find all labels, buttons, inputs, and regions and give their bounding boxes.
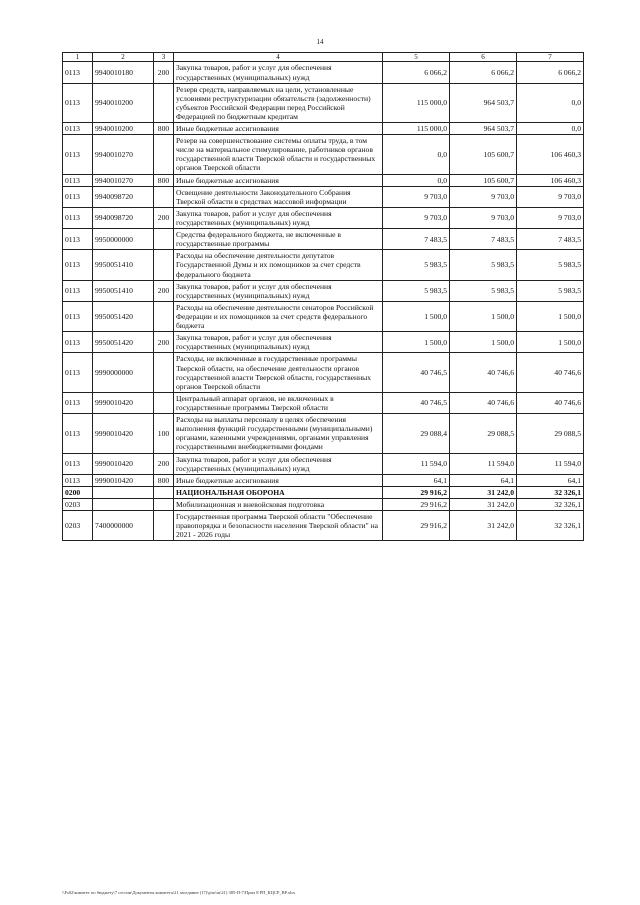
expense-type-cell: 200 bbox=[154, 453, 174, 474]
description-cell: Резерв на совершенствование системы оплаты труда, в том числе на материальное стимулирование, работников органов государственной власти Тверской области и государственных органов Тверской области bbox=[174, 135, 383, 174]
target-code-cell: 9990010420 bbox=[93, 474, 154, 486]
value-year-3-cell: 9 703,0 bbox=[517, 186, 584, 207]
description-cell: Иные бюджетные ассигнования bbox=[174, 123, 383, 135]
target-code-cell: 9950051420 bbox=[93, 332, 154, 353]
target-code-cell: 9940010200 bbox=[93, 83, 154, 122]
expense-type-cell bbox=[154, 392, 174, 413]
header-row bbox=[63, 53, 584, 62]
value-year-2-cell: 9 703,0 bbox=[450, 207, 517, 228]
value-year-1-cell: 29 916,2 bbox=[383, 498, 450, 510]
value-year-2-cell: 5 983,5 bbox=[450, 250, 517, 280]
value-year-3-cell: 32 326,1 bbox=[517, 486, 584, 498]
expense-type-cell bbox=[154, 186, 174, 207]
value-year-3-cell: 106 460,3 bbox=[517, 174, 584, 186]
value-year-2-cell: 1 500,0 bbox=[450, 301, 517, 331]
expense-type-cell: 800 bbox=[154, 474, 174, 486]
value-year-2-cell: 105 600,7 bbox=[450, 135, 517, 174]
section-code-cell: 0113 bbox=[63, 186, 93, 207]
table-row bbox=[63, 174, 584, 186]
table-row bbox=[63, 250, 584, 280]
value-year-2-cell: 29 088,5 bbox=[450, 414, 517, 453]
page-number: 14 bbox=[316, 38, 324, 46]
description-cell: Закупка товаров, работ и услуг для обеспечения государственных (муниципальных) нужд bbox=[174, 332, 383, 353]
value-year-1-cell: 29 916,2 bbox=[383, 486, 450, 498]
target-code-cell: 9950051410 bbox=[93, 250, 154, 280]
budget-table bbox=[62, 52, 584, 541]
description-cell: Расходы на обеспечение деятельности сенаторов Российской Федерации и их помощников за счет средств федерального бюджета bbox=[174, 301, 383, 331]
value-year-3-cell: 32 326,1 bbox=[517, 511, 584, 541]
expense-type-cell: 200 bbox=[154, 332, 174, 353]
expense-type-cell bbox=[154, 511, 174, 541]
table-row bbox=[63, 511, 584, 541]
column-header-2: 2 bbox=[93, 53, 154, 62]
value-year-1-cell: 0,0 bbox=[383, 174, 450, 186]
value-year-2-cell: 7 483,5 bbox=[450, 229, 517, 250]
section-code-cell: 0113 bbox=[63, 453, 93, 474]
value-year-1-cell: 29 916,2 bbox=[383, 511, 450, 541]
section-code-cell: 0113 bbox=[63, 250, 93, 280]
value-year-3-cell: 6 066,2 bbox=[517, 62, 584, 83]
description-cell: Закупка товаров, работ и услуг для обеспечения государственных (муниципальных) нужд bbox=[174, 62, 383, 83]
value-year-1-cell: 64,1 bbox=[383, 474, 450, 486]
table-row bbox=[63, 280, 584, 301]
column-header-5: 5 bbox=[383, 53, 450, 62]
target-code-cell: 9950051420 bbox=[93, 301, 154, 331]
value-year-3-cell: 11 594,0 bbox=[517, 453, 584, 474]
value-year-1-cell: 11 594,0 bbox=[383, 453, 450, 474]
section-code-cell: 0113 bbox=[63, 83, 93, 122]
table-row bbox=[63, 498, 584, 510]
table-row bbox=[63, 474, 584, 486]
column-header-4: 4 bbox=[174, 53, 383, 62]
target-code-cell: 9940098720 bbox=[93, 186, 154, 207]
value-year-2-cell: 11 594,0 bbox=[450, 453, 517, 474]
value-year-1-cell: 40 746,5 bbox=[383, 392, 450, 413]
section-code-cell: 0203 bbox=[63, 511, 93, 541]
value-year-2-cell: 31 242,0 bbox=[450, 511, 517, 541]
target-code-cell bbox=[93, 498, 154, 510]
description-cell: Мобилизационная и вневойсковая подготовка bbox=[174, 498, 383, 510]
description-cell: Средства федерального бюджета, не включенные в государственные программы bbox=[174, 229, 383, 250]
section-code-cell: 0113 bbox=[63, 414, 93, 453]
value-year-3-cell: 9 703,0 bbox=[517, 207, 584, 228]
section-code-cell: 0203 bbox=[63, 498, 93, 510]
target-code-cell: 9940010180 bbox=[93, 62, 154, 83]
table-row bbox=[63, 486, 584, 498]
expense-type-cell bbox=[154, 486, 174, 498]
value-year-2-cell: 964 503,7 bbox=[450, 123, 517, 135]
value-year-2-cell: 31 242,0 bbox=[450, 486, 517, 498]
table-row bbox=[63, 414, 584, 453]
table-body bbox=[63, 62, 584, 541]
target-code-cell: 9990010420 bbox=[93, 414, 154, 453]
section-code-cell: 0113 bbox=[63, 332, 93, 353]
expense-type-cell: 200 bbox=[154, 280, 174, 301]
value-year-1-cell: 9 703,0 bbox=[383, 186, 450, 207]
value-year-3-cell: 1 500,0 bbox=[517, 332, 584, 353]
value-year-3-cell: 0,0 bbox=[517, 83, 584, 122]
section-code-cell: 0113 bbox=[63, 174, 93, 186]
table-row bbox=[63, 453, 584, 474]
table-row bbox=[63, 83, 584, 122]
value-year-2-cell: 1 500,0 bbox=[450, 332, 517, 353]
section-code-cell: 0113 bbox=[63, 392, 93, 413]
table-row bbox=[63, 332, 584, 353]
target-code-cell bbox=[93, 486, 154, 498]
table-row bbox=[63, 229, 584, 250]
expense-type-cell bbox=[154, 135, 174, 174]
table-row bbox=[63, 301, 584, 331]
value-year-1-cell: 5 983,5 bbox=[383, 250, 450, 280]
table-row bbox=[63, 135, 584, 174]
target-code-cell: 9950000000 bbox=[93, 229, 154, 250]
section-code-cell: 0113 bbox=[63, 62, 93, 83]
value-year-3-cell: 5 983,5 bbox=[517, 280, 584, 301]
value-year-1-cell: 115 000,0 bbox=[383, 83, 450, 122]
column-header-6: 6 bbox=[450, 53, 517, 62]
value-year-1-cell: 29 088,4 bbox=[383, 414, 450, 453]
value-year-1-cell: 115 000,0 bbox=[383, 123, 450, 135]
target-code-cell: 9940010270 bbox=[93, 135, 154, 174]
value-year-1-cell: 7 483,5 bbox=[383, 229, 450, 250]
value-year-1-cell: 1 500,0 bbox=[383, 332, 450, 353]
column-header-1: 1 bbox=[63, 53, 93, 62]
value-year-2-cell: 40 746,6 bbox=[450, 392, 517, 413]
value-year-3-cell: 7 483,5 bbox=[517, 229, 584, 250]
value-year-1-cell: 5 983,5 bbox=[383, 280, 450, 301]
section-code-cell: 0113 bbox=[63, 207, 93, 228]
target-code-cell: 9940010200 bbox=[93, 123, 154, 135]
value-year-2-cell: 64,1 bbox=[450, 474, 517, 486]
value-year-3-cell: 1 500,0 bbox=[517, 301, 584, 331]
expense-type-cell bbox=[154, 250, 174, 280]
description-cell: Расходы на обеспечение деятельности депутатов Государственной Думы и их помощников за счет средств федерального бюджета bbox=[174, 250, 383, 280]
description-cell: Закупка товаров, работ и услуг для обеспечения государственных (муниципальных) нужд bbox=[174, 280, 383, 301]
section-code-cell: 0113 bbox=[63, 301, 93, 331]
value-year-1-cell: 40 746,5 bbox=[383, 353, 450, 392]
target-code-cell: 9950051410 bbox=[93, 280, 154, 301]
expense-type-cell: 100 bbox=[154, 414, 174, 453]
value-year-3-cell: 106 460,3 bbox=[517, 135, 584, 174]
value-year-2-cell: 105 600,7 bbox=[450, 174, 517, 186]
table-row bbox=[63, 123, 584, 135]
table-row bbox=[63, 207, 584, 228]
section-code-cell: 0113 bbox=[63, 353, 93, 392]
section-code-cell: 0113 bbox=[63, 474, 93, 486]
target-code-cell: 9940010270 bbox=[93, 174, 154, 186]
value-year-2-cell: 5 983,5 bbox=[450, 280, 517, 301]
column-header-3: 3 bbox=[154, 53, 174, 62]
value-year-2-cell: 6 066,2 bbox=[450, 62, 517, 83]
expense-type-cell: 200 bbox=[154, 62, 174, 83]
table-row bbox=[63, 186, 584, 207]
description-cell: Закупка товаров, работ и услуг для обеспечения государственных (муниципальных) нужд bbox=[174, 453, 383, 474]
expense-type-cell: 200 bbox=[154, 207, 174, 228]
description-cell: Резерв средств, направляемых на цели, установленные условиями реструктуризации обязательств (задолженности) субъектов Российской Федерации перед Российской Федерацией по бюджетным кредитам bbox=[174, 83, 383, 122]
section-code-cell: 0200 bbox=[63, 486, 93, 498]
description-cell: Закупка товаров, работ и услуг для обеспечения государственных (муниципальных) нужд bbox=[174, 207, 383, 228]
value-year-1-cell: 1 500,0 bbox=[383, 301, 450, 331]
target-code-cell: 9940098720 bbox=[93, 207, 154, 228]
expense-type-cell bbox=[154, 353, 174, 392]
value-year-3-cell: 40 746,6 bbox=[517, 353, 584, 392]
value-year-3-cell: 40 746,6 bbox=[517, 392, 584, 413]
value-year-2-cell: 40 746,6 bbox=[450, 353, 517, 392]
value-year-3-cell: 5 983,5 bbox=[517, 250, 584, 280]
value-year-3-cell: 64,1 bbox=[517, 474, 584, 486]
value-year-1-cell: 9 703,0 bbox=[383, 207, 450, 228]
value-year-2-cell: 9 703,0 bbox=[450, 186, 517, 207]
description-cell: Расходы, не включенные в государственные программы Тверской области, на обеспечение деятельности органов государственной власти Тверской области, государственных органов Тверской области bbox=[174, 353, 383, 392]
section-code-cell: 0113 bbox=[63, 123, 93, 135]
value-year-2-cell: 964 503,7 bbox=[450, 83, 517, 122]
description-cell: Иные бюджетные ассигнования bbox=[174, 474, 383, 486]
description-cell: НАЦИОНАЛЬНАЯ ОБОРОНА bbox=[174, 486, 383, 498]
table-row bbox=[63, 392, 584, 413]
column-header-7: 7 bbox=[517, 53, 584, 62]
value-year-3-cell: 0,0 bbox=[517, 123, 584, 135]
description-cell: Иные бюджетные ассигнования bbox=[174, 174, 383, 186]
section-code-cell: 0113 bbox=[63, 229, 93, 250]
table-row bbox=[63, 62, 584, 83]
target-code-cell: 7400000000 bbox=[93, 511, 154, 541]
table-row bbox=[63, 353, 584, 392]
file-path-footer: \\Fs02\комитет по бюджету\7 сессии\Документы комитета\21 заседание (17)\р\ш\ш\21) 385-П-7\Прил 8 РП_КЦСР_ВР.xlsx bbox=[62, 890, 296, 895]
description-cell: Государственная программа Тверской области "Обеспечение правопорядка и безопасности населения Тверской области" на 2021 - 2026 годы bbox=[174, 511, 383, 541]
expense-type-cell bbox=[154, 301, 174, 331]
expense-type-cell: 800 bbox=[154, 174, 174, 186]
value-year-1-cell: 0,0 bbox=[383, 135, 450, 174]
value-year-2-cell: 31 242,0 bbox=[450, 498, 517, 510]
target-code-cell: 9990010420 bbox=[93, 453, 154, 474]
expense-type-cell bbox=[154, 83, 174, 122]
description-cell: Освещение деятельности Законодательного Собрания Тверской области в средствах массовой информации bbox=[174, 186, 383, 207]
value-year-3-cell: 29 088,5 bbox=[517, 414, 584, 453]
value-year-3-cell: 32 326,1 bbox=[517, 498, 584, 510]
target-code-cell: 9990000000 bbox=[93, 353, 154, 392]
section-code-cell: 0113 bbox=[63, 135, 93, 174]
description-cell: Центральный аппарат органов, не включенных в государственные программы Тверской области bbox=[174, 392, 383, 413]
expense-type-cell bbox=[154, 498, 174, 510]
value-year-1-cell: 6 066,2 bbox=[383, 62, 450, 83]
description-cell: Расходы на выплаты персоналу в целях обеспечения выполнения функций государственными (муниципальными) органами, казенными учреждениями, органами управления государственными внебюджетными фондами bbox=[174, 414, 383, 453]
expense-type-cell bbox=[154, 229, 174, 250]
section-code-cell: 0113 bbox=[63, 280, 93, 301]
expense-type-cell: 800 bbox=[154, 123, 174, 135]
target-code-cell: 9990010420 bbox=[93, 392, 154, 413]
